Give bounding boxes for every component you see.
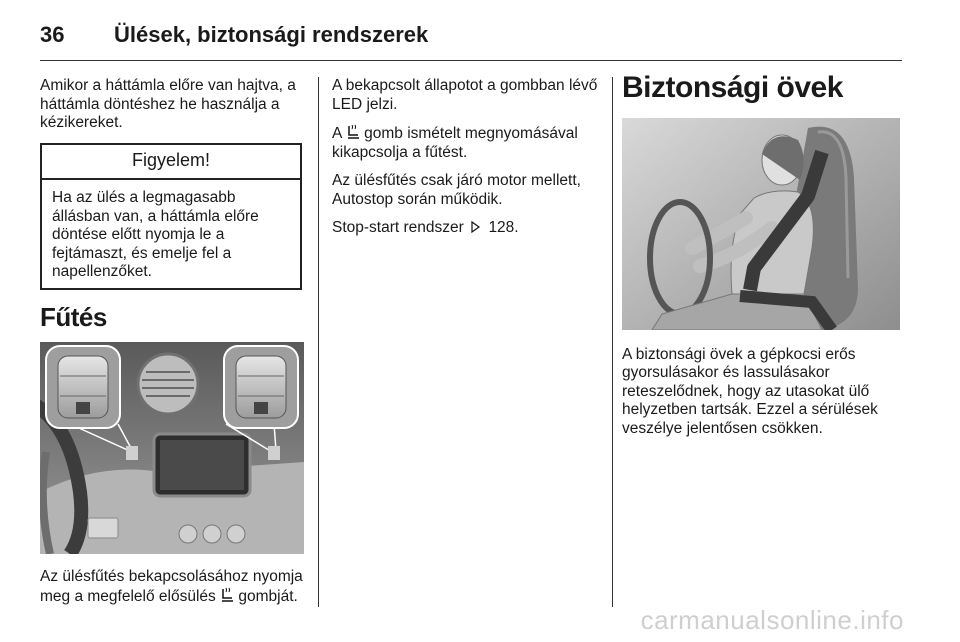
warning-box (40, 143, 302, 290)
intro-paragraph: Amikor a háttámla előre van hajtva, a háttámla döntéshez he használja a kézikereket. (40, 77, 296, 131)
heating-paragraph (40, 568, 304, 606)
column-2 (332, 77, 602, 248)
heating-text-1: Az ülésfűtés bekapcsolásához nyomja meg a megfelelő elősülés (40, 568, 303, 605)
engine-paragraph: Az ülésfűtés csak járó motor mellett, Autostop során működik. (332, 172, 581, 208)
seat-belts-paragraph: A biztonsági övek a gépkocsi erős gyorsulásakor és lassulásakor reteszelődnek, hogy az utasokat ülő helyzetben tartsák. Ezzel a sérülések veszélye jelentősen csökken. (622, 345, 878, 437)
switch-off-paragraph (332, 124, 602, 162)
column-3 (622, 71, 902, 448)
seat-belt-figure (622, 118, 900, 330)
seat-heating-buttons-figure (40, 342, 304, 554)
heating-text-2: gombját. (238, 587, 298, 605)
page-title: Ülések, biztonsági rendszerek (114, 22, 429, 47)
switch-off-text-1: A (332, 125, 342, 142)
seat-heating-icon (346, 124, 360, 140)
heating-heading: Fűtés (40, 301, 107, 332)
warning-text: Ha az ülés a legmagasabb állásban van, a háttámla előre döntése előtt nyomja le a fejtámaszt, és emelje fel a napellenzőket. (52, 189, 259, 280)
seat-heating-icon (220, 587, 234, 603)
watermark: carmanualsonline.info (640, 605, 904, 635)
column-1 (40, 77, 304, 616)
column-divider-2 (612, 77, 613, 607)
seat-belts-heading: Biztonsági övek (622, 71, 843, 104)
arrow-reference-icon[interactable] (471, 221, 481, 233)
page-header (40, 20, 428, 50)
reference-text: Stop-start rendszer (332, 219, 464, 236)
reference-paragraph (332, 219, 602, 238)
switch-off-text-2: gomb ismételt megnyomásával kikapcsolja a fűtést. (332, 125, 578, 161)
warning-title: Figyelem! (131, 149, 211, 170)
reference-page-link[interactable]: 128. (488, 219, 519, 236)
led-paragraph: A bekapcsolt állapotot a gombban lévő LED jelzi. (332, 77, 598, 113)
column-divider-1 (318, 77, 319, 607)
page-number: 36 (40, 22, 65, 47)
header-divider (40, 60, 902, 61)
